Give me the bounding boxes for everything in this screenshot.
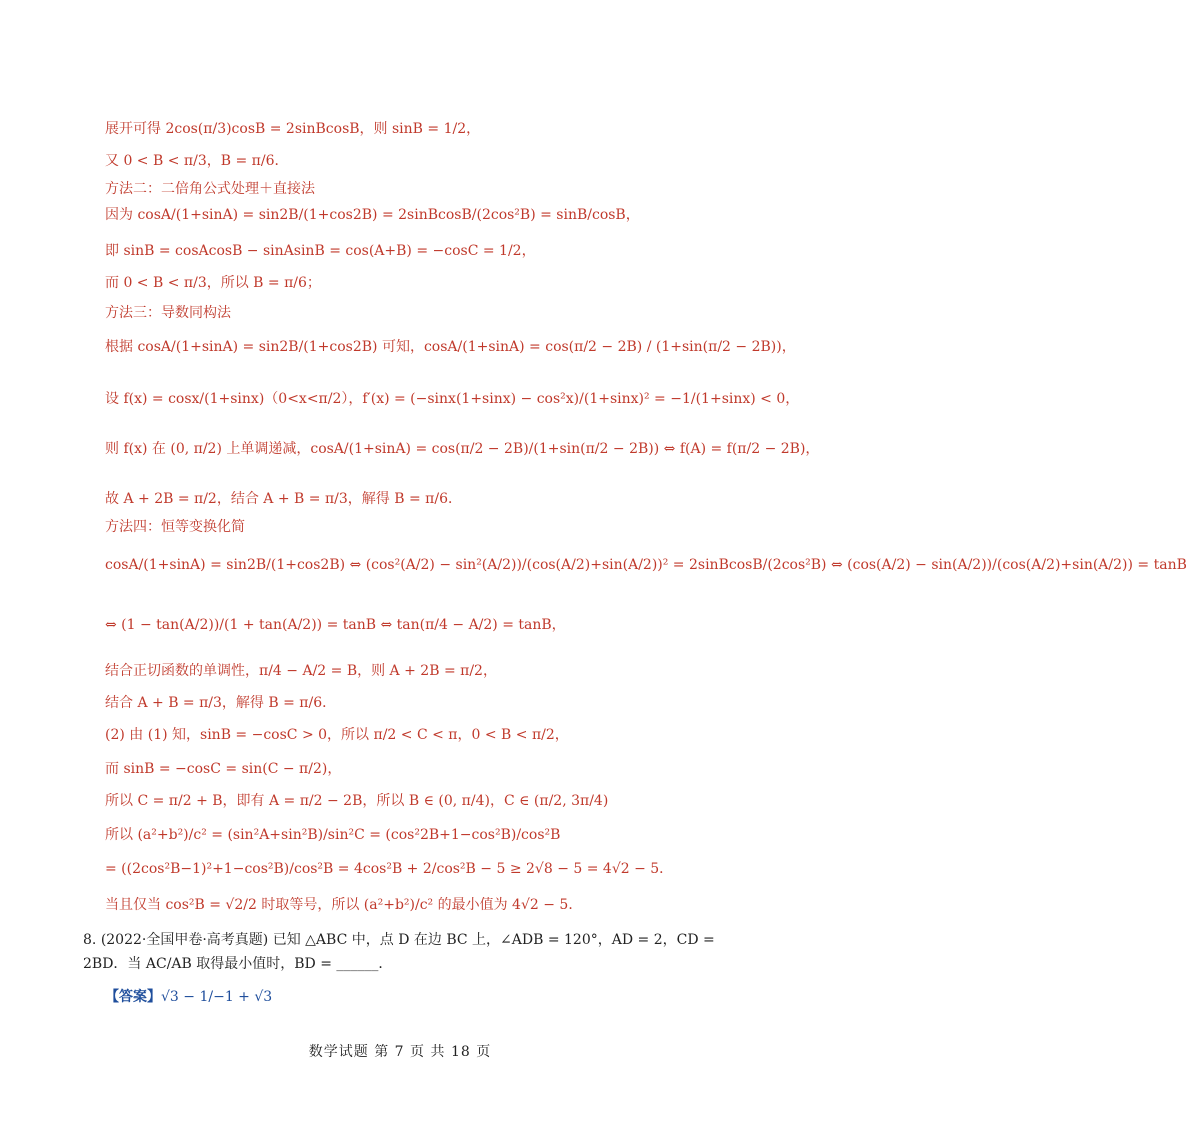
solution-line: = ((2cos²B−1)²+1−cos²B)/cos²B = 4cos²B + 2/cos²B − 5 ≥ 2√8 − 5 = 4√2 − 5． xyxy=(105,861,674,877)
solution-line: cosA/(1+sinA) = sin2B/(1+cos2B) ⇔ (cos²(A/2) − sin²(A/2))/(cos(A/2)+sin(A/2))² = 2sinBcosB/(2cos²B) ⇔ (cos(A/2) − sin(A/2))/(cos(A/2)+sin(A/2)) = tanB xyxy=(105,557,1187,573)
solution-line: 即 sinB = cosAcosB − sinAsinB = cos(A+B) = −cosC = 1/2， xyxy=(105,243,536,259)
solution-line: 故 A + 2B = π/2，结合 A + B = π/3，解得 B = π/6． xyxy=(105,491,462,507)
answer-value: √3 − 1/−1 + √3 xyxy=(161,989,273,1005)
solution-line: 方法四：恒等变换化简 xyxy=(105,519,245,535)
solution-line: 结合正切函数的单调性，π/4 − A/2 = B，则 A + 2B = π/2， xyxy=(105,663,497,679)
page-footer: 数学试题 第 7 页 共 18 页 xyxy=(308,1044,492,1060)
solution-line: 根据 cosA/(1+sinA) = sin2B/(1+cos2B) 可知，cosA/(1+sinA) = cos(π/2 − 2B) / (1+sin(π/2 − 2B))， xyxy=(105,339,796,355)
solution-line: (2) 由 (1) 知，sinB = −cosC > 0，所以 π/2 < C < π，0 < B < π/2， xyxy=(105,727,569,743)
question-text: (2022·全国甲卷·高考真题) 已知 △ABC 中，点 D 在边 BC 上，∠ADB = 120°，AD = 2，CD = 2BD．当 AC/AB 取得最小值时，BD = ______． xyxy=(83,932,715,972)
solution-line: 而 0 < B < π/3，所以 B = π/6； xyxy=(105,275,321,291)
solution-line: 展开可得 2cos(π/3)cosB = 2sinBcosB，则 sinB = 1/2， xyxy=(105,121,481,137)
question-8 xyxy=(83,928,740,976)
solution-line: 所以 C = π/2 + B，即有 A = π/2 − 2B，所以 B ∈ (0, π/4)，C ∈ (π/2, 3π/4) xyxy=(105,793,609,809)
solution-line: 方法三：导数同构法 xyxy=(105,305,231,321)
solution-line: 当且仅当 cos²B = √2/2 时取等号，所以 (a²+b²)/c² 的最小值为 4√2 − 5． xyxy=(105,897,583,913)
solution-line: 又 0 < B < π/3，B = π/6． xyxy=(105,153,289,169)
solution-line: ⇔ (1 − tan(A/2))/(1 + tan(A/2)) = tanB ⇔ tan(π/4 − A/2) = tanB， xyxy=(105,617,566,633)
solution-line: 则 f(x) 在 (0, π/2) 上单调递减，cosA/(1+sinA) = cos(π/2 − 2B)/(1+sin(π/2 − 2B)) ⇔ f(A) = f(π/2 − 2B)， xyxy=(105,441,820,457)
answer-line xyxy=(105,988,272,1006)
solution-line: 因为 cosA/(1+sinA) = sin2B/(1+cos2B) = 2sinBcosB/(2cos²B) = sinB/cosB， xyxy=(105,207,640,223)
solution-line: 而 sinB = −cosC = sin(C − π/2)， xyxy=(105,761,342,777)
answer-label: 【答案】 xyxy=(105,989,161,1005)
question-number: 8. xyxy=(83,932,97,948)
solution-line: 方法二：二倍角公式处理＋直接法 xyxy=(105,181,315,197)
solution-line: 结合 A + B = π/3，解得 B = π/6． xyxy=(105,695,337,711)
solution-line: 设 f(x) = cosx/(1+sinx)（0<x<π/2），f′(x) = (−sinx(1+sinx) − cos²x)/(1+sinx)² = −1/(1+sinx) < 0， xyxy=(105,391,800,407)
solution-line: 所以 (a²+b²)/c² = (sin²A+sin²B)/sin²C = (cos²2B+1−cos²B)/cos²B xyxy=(105,827,561,843)
